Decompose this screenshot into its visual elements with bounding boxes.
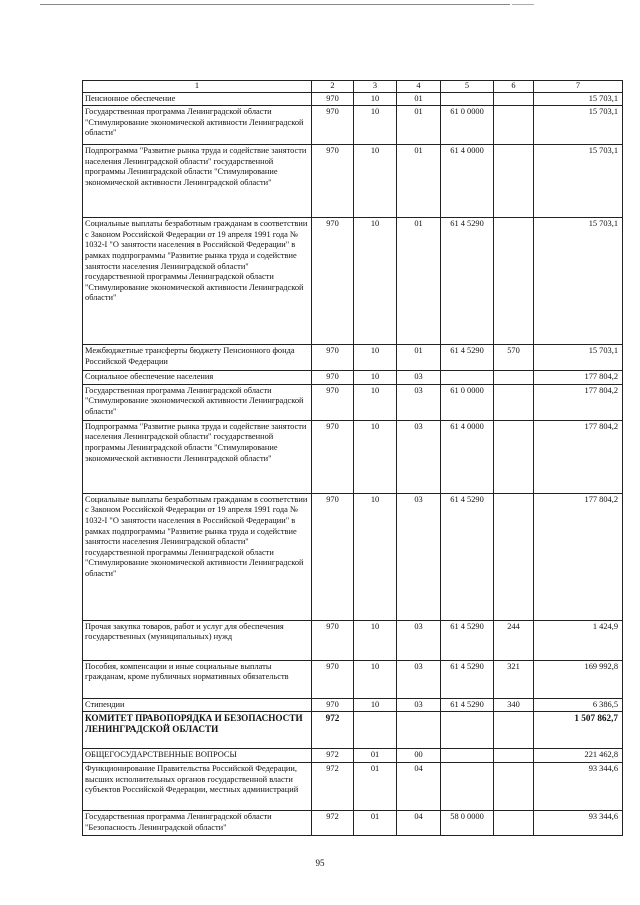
- table-row: [83, 384, 623, 420]
- col3-cell: 10: [354, 345, 397, 371]
- budget-table: [82, 80, 623, 836]
- col5-cell: 61 4 5290: [441, 218, 494, 345]
- table-row: [83, 493, 623, 620]
- col3-cell: 10: [354, 384, 397, 420]
- col2-cell: 972: [312, 810, 354, 835]
- table-row: [83, 620, 623, 660]
- row-name-cell: Прочая закупка товаров, работ и услуг для обеспечения государственных (муниципальных) нужд: [83, 620, 312, 660]
- header-cell: 3: [354, 81, 397, 93]
- col5-cell: 61 0 0000: [441, 106, 494, 145]
- col2-cell: 970: [312, 384, 354, 420]
- col4-cell: [397, 712, 441, 749]
- header-cell: 1: [83, 81, 312, 93]
- col3-cell: 01: [354, 810, 397, 835]
- col6-cell: 340: [494, 698, 534, 712]
- amount-cell: 169 992,8: [534, 660, 623, 698]
- row-name-cell: Социальные выплаты безработным гражданам в соответствии с Законом Российской Федерации от 19 апреля 1991 года № 1032-I "О занятости населения в Российской Федерации" в рамках подпрограммы "Развитие рынка труда и содействие занятости населения Ленинградской области" государственной программы Ленинградской области "Стимулирование экономической активности Ленинградской области": [83, 218, 312, 345]
- row-name-cell: Подпрограмма "Развитие рынка труда и содействие занятости населения Ленинградской области" государственной программы Ленинградской области "Стимулирование экономической активности Ленинградской области": [83, 420, 312, 493]
- col5-cell: [441, 762, 494, 810]
- col2-cell: 972: [312, 762, 354, 810]
- col2-cell: 970: [312, 620, 354, 660]
- row-name-cell: Подпрограмма "Развитие рынка труда и содействие занятости населения Ленинградской области" государственной программы Ленинградской области "Стимулирование экономической активности Ленинградской области": [83, 145, 312, 218]
- table-row: [83, 660, 623, 698]
- col4-cell: 01: [397, 106, 441, 145]
- table-row: [83, 92, 623, 106]
- col3-cell: 10: [354, 106, 397, 145]
- col4-cell: 03: [397, 384, 441, 420]
- col2-cell: 970: [312, 345, 354, 371]
- table-row: [83, 371, 623, 385]
- row-name-cell: Государственная программа Ленинградской области "Стимулирование экономической активности Ленинградской области": [83, 384, 312, 420]
- col5-cell: [441, 92, 494, 106]
- col2-cell: 970: [312, 145, 354, 218]
- col3-cell: 10: [354, 218, 397, 345]
- col5-cell: 61 4 5290: [441, 660, 494, 698]
- table-row: [83, 749, 623, 763]
- col2-cell: 970: [312, 493, 354, 620]
- table-row: [83, 712, 623, 749]
- col4-cell: 03: [397, 698, 441, 712]
- top-scan-line-fragment: [512, 4, 534, 5]
- row-name-cell: Стипендии: [83, 698, 312, 712]
- col3-cell: 01: [354, 749, 397, 763]
- col2-cell: 970: [312, 420, 354, 493]
- col5-cell: 61 4 0000: [441, 145, 494, 218]
- header-cell: 7: [534, 81, 623, 93]
- col4-cell: 01: [397, 218, 441, 345]
- col5-cell: [441, 712, 494, 749]
- row-name-cell: КОМИТЕТ ПРАВОПОРЯДКА И БЕЗОПАСНОСТИ ЛЕНИНГРАДСКОЙ ОБЛАСТИ: [83, 712, 312, 749]
- table-row: [83, 218, 623, 345]
- amount-cell: 177 804,2: [534, 420, 623, 493]
- col6-cell: [494, 712, 534, 749]
- col5-cell: [441, 749, 494, 763]
- col5-cell: 61 4 0000: [441, 420, 494, 493]
- amount-cell: 15 703,1: [534, 92, 623, 106]
- header-cell: 6: [494, 81, 534, 93]
- col4-cell: 04: [397, 762, 441, 810]
- col6-cell: [494, 371, 534, 385]
- col5-cell: 61 0 0000: [441, 384, 494, 420]
- amount-cell: 1 507 862,7: [534, 712, 623, 749]
- col2-cell: 970: [312, 106, 354, 145]
- col6-cell: [494, 762, 534, 810]
- amount-cell: 15 703,1: [534, 345, 623, 371]
- col3-cell: 01: [354, 762, 397, 810]
- col2-cell: 970: [312, 218, 354, 345]
- header-cell: 4: [397, 81, 441, 93]
- row-name-cell: Межбюджетные трансферты бюджету Пенсионного фонда Российской Федерации: [83, 345, 312, 371]
- table-header-row: [83, 81, 623, 93]
- col6-cell: 321: [494, 660, 534, 698]
- col6-cell: [494, 420, 534, 493]
- top-scan-line: [40, 4, 510, 5]
- table-row: [83, 420, 623, 493]
- page-number: 95: [315, 858, 325, 868]
- amount-cell: 177 804,2: [534, 371, 623, 385]
- col3-cell: 10: [354, 493, 397, 620]
- row-name-cell: Пособия, компенсации и иные социальные выплаты гражданам, кроме публичных нормативных обязательств: [83, 660, 312, 698]
- col6-cell: [494, 384, 534, 420]
- col6-cell: [494, 749, 534, 763]
- header-cell: 5: [441, 81, 494, 93]
- row-name-cell: Государственная программа Ленинградской области "Стимулирование экономической активности Ленинградской области": [83, 106, 312, 145]
- col4-cell: 03: [397, 420, 441, 493]
- col4-cell: 04: [397, 810, 441, 835]
- col2-cell: 970: [312, 698, 354, 712]
- col2-cell: 970: [312, 371, 354, 385]
- col3-cell: 10: [354, 420, 397, 493]
- col6-cell: 244: [494, 620, 534, 660]
- col4-cell: 03: [397, 620, 441, 660]
- col5-cell: 61 4 5290: [441, 345, 494, 371]
- col4-cell: 03: [397, 371, 441, 385]
- col3-cell: 10: [354, 371, 397, 385]
- col5-cell: 61 4 5290: [441, 698, 494, 712]
- col4-cell: 03: [397, 493, 441, 620]
- amount-cell: 93 344,6: [534, 762, 623, 810]
- row-name-cell: Социальные выплаты безработным гражданам в соответствии с Законом Российской Федерации от 19 апреля 1991 года № 1032-I "О занятости населения в Российской Федерации" в рамках подпрограммы "Развитие рынка труда и содействие занятости населения Ленинградской области" государственной программы Ленинградской области "Стимулирование экономической активности Ленинградской области": [83, 493, 312, 620]
- amount-cell: 221 462,8: [534, 749, 623, 763]
- row-name-cell: Функционирование Правительства Российской Федерации, высших исполнительных органов государственной власти субъектов Российской Федерации, местных администраций: [83, 762, 312, 810]
- table-row: [83, 345, 623, 371]
- col5-cell: [441, 371, 494, 385]
- col6-cell: [494, 145, 534, 218]
- col3-cell: 10: [354, 698, 397, 712]
- row-name-cell: Государственная программа Ленинградской области "Безопасность Ленинградской области": [83, 810, 312, 835]
- col6-cell: [494, 92, 534, 106]
- amount-cell: 6 386,5: [534, 698, 623, 712]
- col2-cell: 970: [312, 660, 354, 698]
- col6-cell: [494, 493, 534, 620]
- table-row: [83, 145, 623, 218]
- col3-cell: 10: [354, 92, 397, 106]
- col2-cell: 970: [312, 92, 354, 106]
- amount-cell: 177 804,2: [534, 493, 623, 620]
- col4-cell: 01: [397, 92, 441, 106]
- col6-cell: [494, 218, 534, 345]
- col4-cell: 01: [397, 145, 441, 218]
- col6-cell: 570: [494, 345, 534, 371]
- col3-cell: 10: [354, 145, 397, 218]
- col5-cell: 61 4 5290: [441, 493, 494, 620]
- col3-cell: [354, 712, 397, 749]
- amount-cell: 93 344,6: [534, 810, 623, 835]
- col6-cell: [494, 810, 534, 835]
- col2-cell: 972: [312, 749, 354, 763]
- col4-cell: 01: [397, 345, 441, 371]
- table-row: [83, 810, 623, 835]
- col3-cell: 10: [354, 620, 397, 660]
- table-row: [83, 106, 623, 145]
- row-name-cell: Социальное обеспечение населения: [83, 371, 312, 385]
- amount-cell: 15 703,1: [534, 145, 623, 218]
- row-name-cell: ОБЩЕГОСУДАРСТВЕННЫЕ ВОПРОСЫ: [83, 749, 312, 763]
- row-name-cell: Пенсионное обеспечение: [83, 92, 312, 106]
- header-cell: 2: [312, 81, 354, 93]
- col3-cell: 10: [354, 660, 397, 698]
- amount-cell: 177 804,2: [534, 384, 623, 420]
- col4-cell: 00: [397, 749, 441, 763]
- col6-cell: [494, 106, 534, 145]
- col2-cell: 972: [312, 712, 354, 749]
- col5-cell: 58 0 0000: [441, 810, 494, 835]
- amount-cell: 1 424,9: [534, 620, 623, 660]
- col4-cell: 03: [397, 660, 441, 698]
- col5-cell: 61 4 5290: [441, 620, 494, 660]
- amount-cell: 15 703,1: [534, 218, 623, 345]
- table-row: [83, 762, 623, 810]
- amount-cell: 15 703,1: [534, 106, 623, 145]
- table-row: [83, 698, 623, 712]
